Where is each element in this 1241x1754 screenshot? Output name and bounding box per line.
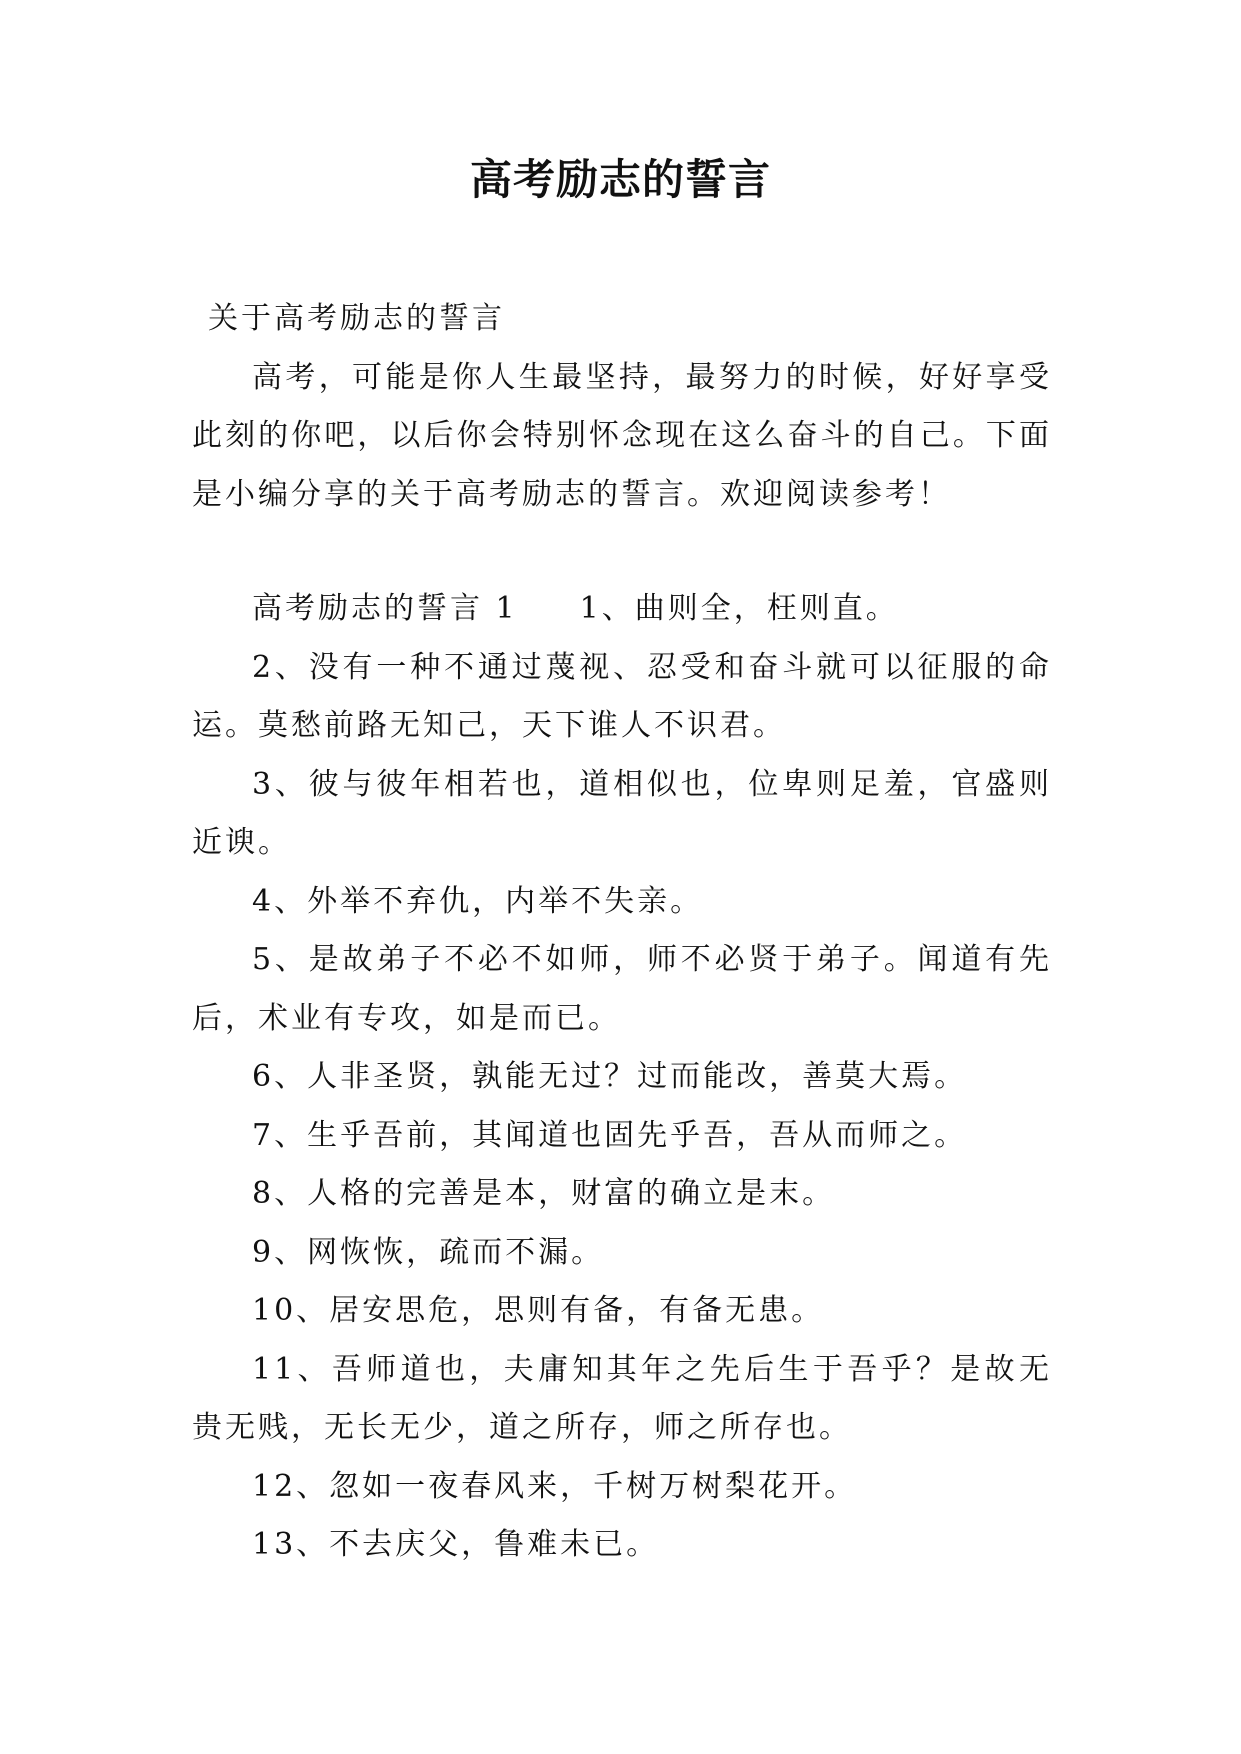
document-title: 高考励志的誓言 — [469, 155, 771, 204]
list-item: 4、外举不弃仇，内举不失亲。 — [252, 883, 704, 919]
intro-paragraph: 高考，可能是你人生最坚持，最努力的时候，好好享受此刻的你吧，以后你会特别怀念现在这么奋斗的自己。下面是小编分享的关于高考励志的誓言。欢迎阅读参考！ — [192, 359, 1052, 512]
list-item: 3、彼与彼年相若也，道相似也，位卑则足羞，官盛则近谀。 — [192, 766, 1052, 860]
list-item: 9、网恢恢，疏而不漏。 — [252, 1234, 605, 1270]
section-heading-line — [192, 580, 1052, 639]
list-item: 10、居安思危，思则有备，有备无患。 — [252, 1293, 825, 1328]
list-item: 5、是故弟子不必不如师，师不必贤于弟子。闻道有先后，术业有专攻，如是而已。 — [192, 942, 1052, 1036]
list-item: 7、生乎吾前，其闻道也固先乎吾，吾从而师之。 — [252, 1117, 968, 1153]
subheading: 关于高考励志的誓言 — [208, 301, 505, 336]
list-item: 13、不去庆父，鲁难未已。 — [252, 1527, 660, 1562]
list-item: 11、吾师道也，夫庸知其年之先后生于吾乎？是故无贵无贱，无长无少，道之所存，师之所存也。 — [192, 1351, 1052, 1445]
document-body — [192, 290, 1052, 1575]
list-item: 12、忽如一夜春风来，千树万树梨花开。 — [252, 1468, 858, 1504]
item-list — [192, 639, 1052, 1575]
paragraph-gap — [192, 524, 1052, 580]
list-item: 8、人格的完善是本，财富的确立是末。 — [252, 1176, 836, 1211]
section-heading: 高考励志的誓言 1 — [252, 591, 518, 626]
list-item: 2、没有一种不通过蔑视、忍受和奋斗就可以征服的命运。莫愁前路无知己，天下谁人不识君。 — [192, 649, 1052, 743]
first-item: 1、曲则全，枉则直。 — [579, 591, 899, 626]
list-item: 6、人非圣贤，孰能无过？过而能改，善莫大焉。 — [252, 1059, 968, 1094]
